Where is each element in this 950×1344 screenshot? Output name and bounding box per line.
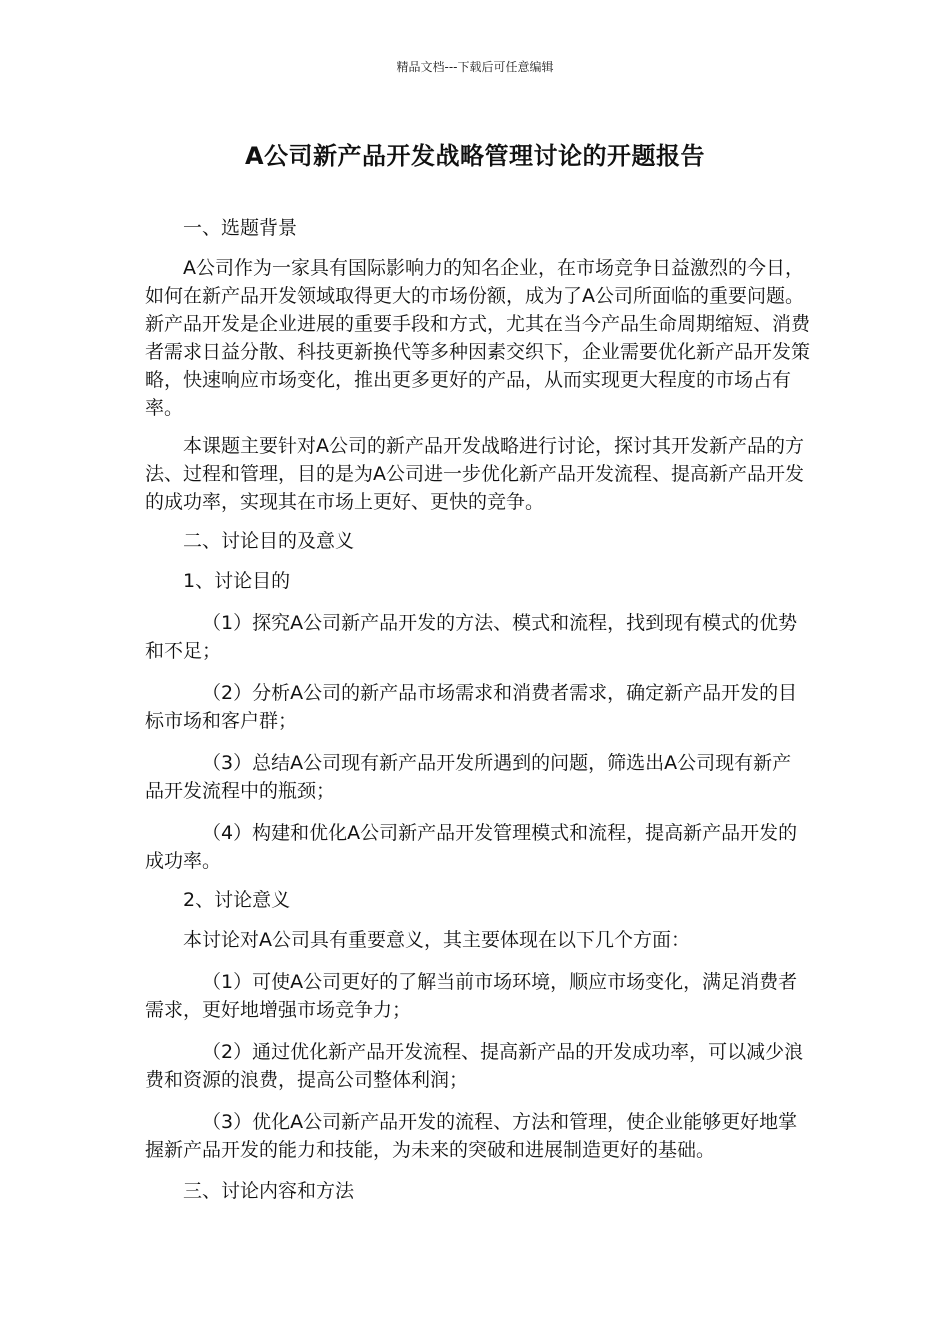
section-heading-background: 一、选题背景 — [183, 217, 298, 239]
list-item-goal-4: （4）构建和优化A公司新产品开发管理模式和流程，提高新产品开发的成功率。 — [145, 822, 798, 872]
subheading-purpose: 1、讨论目的 — [183, 570, 291, 592]
page-header-note: 精品文档---下载后可任意编辑 — [396, 60, 554, 74]
paragraph-background-2: 本课题主要针对A公司的新产品开发战略进行讨论，探讨其开发新产品的方法、过程和管理，目的是为A公司进一步优化新产品开发流程、提高新产品开发的成功率，实现其在市场上更好、更快的竞争。 — [145, 435, 804, 513]
section-heading-purpose: 二、讨论目的及意义 — [183, 530, 355, 552]
document-title: A公司新产品开发战略管理讨论的开题报告 — [244, 142, 706, 170]
section-heading-content-method: 三、讨论内容和方法 — [183, 1180, 355, 1202]
paragraph-significance-intro: 本讨论对A公司具有重要意义，其主要体现在以下几个方面： — [183, 929, 690, 951]
list-item-significance-3: （3）优化A公司新产品开发的流程、方法和管理，使企业能够更好地掌握新产品开发的能力和技能，为未来的突破和进展制造更好的基础。 — [145, 1111, 798, 1161]
list-item-goal-3: （3）总结A公司现有新产品开发所遇到的问题，筛选出A公司现有新产品开发流程中的瓶颈； — [145, 752, 792, 802]
list-item-significance-2: （2）通过优化新产品开发流程、提高新产品的开发成功率，可以减少浪费和资源的浪费，提高公司整体利润； — [145, 1041, 804, 1091]
list-item-goal-2: （2）分析A公司的新产品市场需求和消费者需求，确定新产品开发的目标市场和客户群； — [145, 682, 798, 732]
list-item-goal-1: （1）探究A公司新产品开发的方法、模式和流程，找到现有模式的优势和不足； — [145, 612, 798, 662]
list-item-significance-1: （1）可使A公司更好的了解当前市场环境，顺应市场变化，满足消费者需求，更好地增强市场竞争力； — [145, 971, 798, 1021]
document-body — [145, 214, 810, 1205]
subheading-significance: 2、讨论意义 — [183, 889, 291, 911]
paragraph-background-1: A公司作为一家具有国际影响力的知名企业，在市场竞争日益激烈的今日，如何在新产品开发领域取得更大的市场份额，成为了A公司所面临的重要问题。新产品开发是企业进展的重要手段和方式，尤其在当今产品生命周期缩短、消费者需求日益分散、科技更新换代等多种因素交织下，企业需要优化新产品开发策略，快速响应市场变化，推出更多更好的产品，从而实现更大程度的市场占有率。 — [145, 257, 811, 419]
